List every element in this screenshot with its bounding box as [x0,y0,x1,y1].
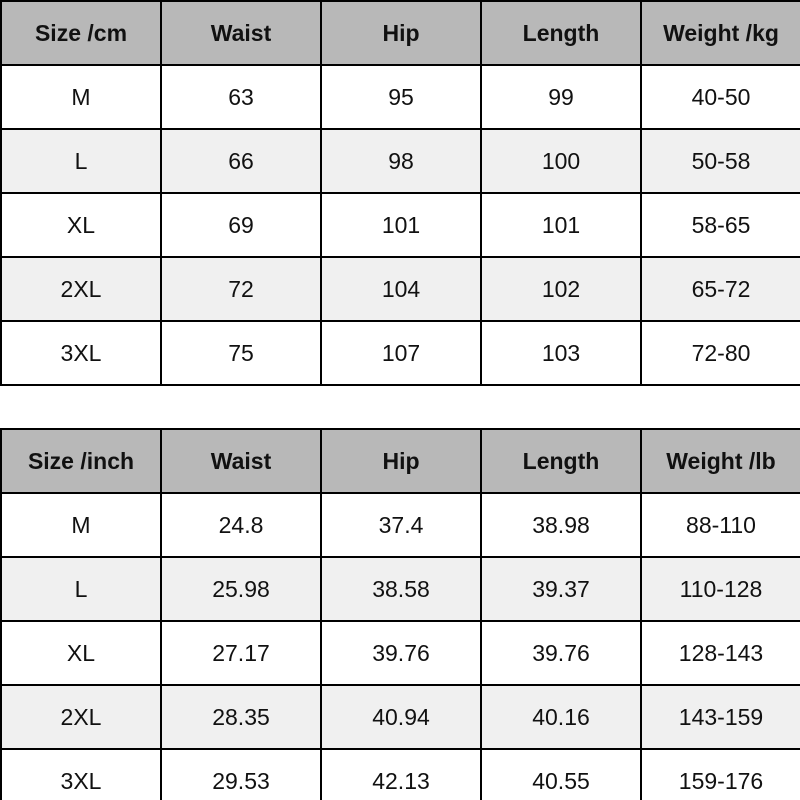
cell-size: XL [1,621,161,685]
cell-hip: 39.76 [321,621,481,685]
table-row [1,193,800,257]
table-header-cm [1,1,800,65]
cell-size: XL [1,193,161,257]
table-row [1,685,800,749]
column-header-waist: Waist [161,429,321,493]
cell-length: 38.98 [481,493,641,557]
cell-waist: 28.35 [161,685,321,749]
table-row [1,129,800,193]
cell-length: 39.37 [481,557,641,621]
table-row [1,749,800,800]
table-row [1,257,800,321]
cell-weight: 88-110 [641,493,800,557]
cell-weight: 143-159 [641,685,800,749]
cell-waist: 69 [161,193,321,257]
table-header-inch [1,429,800,493]
cell-hip: 37.4 [321,493,481,557]
cell-size: M [1,493,161,557]
table-row [1,321,800,385]
cell-length: 103 [481,321,641,385]
cell-weight: 128-143 [641,621,800,685]
cell-waist: 63 [161,65,321,129]
cell-length: 40.16 [481,685,641,749]
cell-size: 2XL [1,685,161,749]
cell-weight: 110-128 [641,557,800,621]
column-header-length: Length [481,429,641,493]
cell-hip: 38.58 [321,557,481,621]
cell-waist: 75 [161,321,321,385]
size-table-inch [0,428,800,800]
cell-length: 101 [481,193,641,257]
column-header-length: Length [481,1,641,65]
cell-hip: 107 [321,321,481,385]
column-header-hip: Hip [321,429,481,493]
table-row [1,557,800,621]
column-header-weight: Weight /kg [641,1,800,65]
cell-weight: 65-72 [641,257,800,321]
table-header-row [1,429,800,493]
cell-size: 3XL [1,749,161,800]
column-header-size: Size /cm [1,1,161,65]
cell-waist: 66 [161,129,321,193]
cell-size: M [1,65,161,129]
table-row [1,493,800,557]
cell-weight: 72-80 [641,321,800,385]
cell-hip: 104 [321,257,481,321]
size-table-cm-block [0,0,800,386]
cell-length: 39.76 [481,621,641,685]
cell-length: 102 [481,257,641,321]
cell-hip: 40.94 [321,685,481,749]
cell-length: 40.55 [481,749,641,800]
cell-size: L [1,557,161,621]
cell-weight: 58-65 [641,193,800,257]
column-header-hip: Hip [321,1,481,65]
table-body-cm [1,65,800,385]
cell-waist: 72 [161,257,321,321]
cell-size: 3XL [1,321,161,385]
cell-waist: 25.98 [161,557,321,621]
cell-length: 99 [481,65,641,129]
cell-weight: 159-176 [641,749,800,800]
cell-hip: 42.13 [321,749,481,800]
cell-size: L [1,129,161,193]
cell-waist: 27.17 [161,621,321,685]
cell-weight: 40-50 [641,65,800,129]
column-header-size: Size /inch [1,429,161,493]
table-row [1,621,800,685]
size-table-cm [0,0,800,386]
cell-weight: 50-58 [641,129,800,193]
cell-hip: 101 [321,193,481,257]
size-table-inch-block [0,428,800,800]
table-body-inch [1,493,800,800]
cell-hip: 95 [321,65,481,129]
cell-hip: 98 [321,129,481,193]
table-header-row [1,1,800,65]
table-row [1,65,800,129]
cell-waist: 24.8 [161,493,321,557]
column-header-weight: Weight /lb [641,429,800,493]
cell-size: 2XL [1,257,161,321]
cell-waist: 29.53 [161,749,321,800]
cell-length: 100 [481,129,641,193]
column-header-waist: Waist [161,1,321,65]
